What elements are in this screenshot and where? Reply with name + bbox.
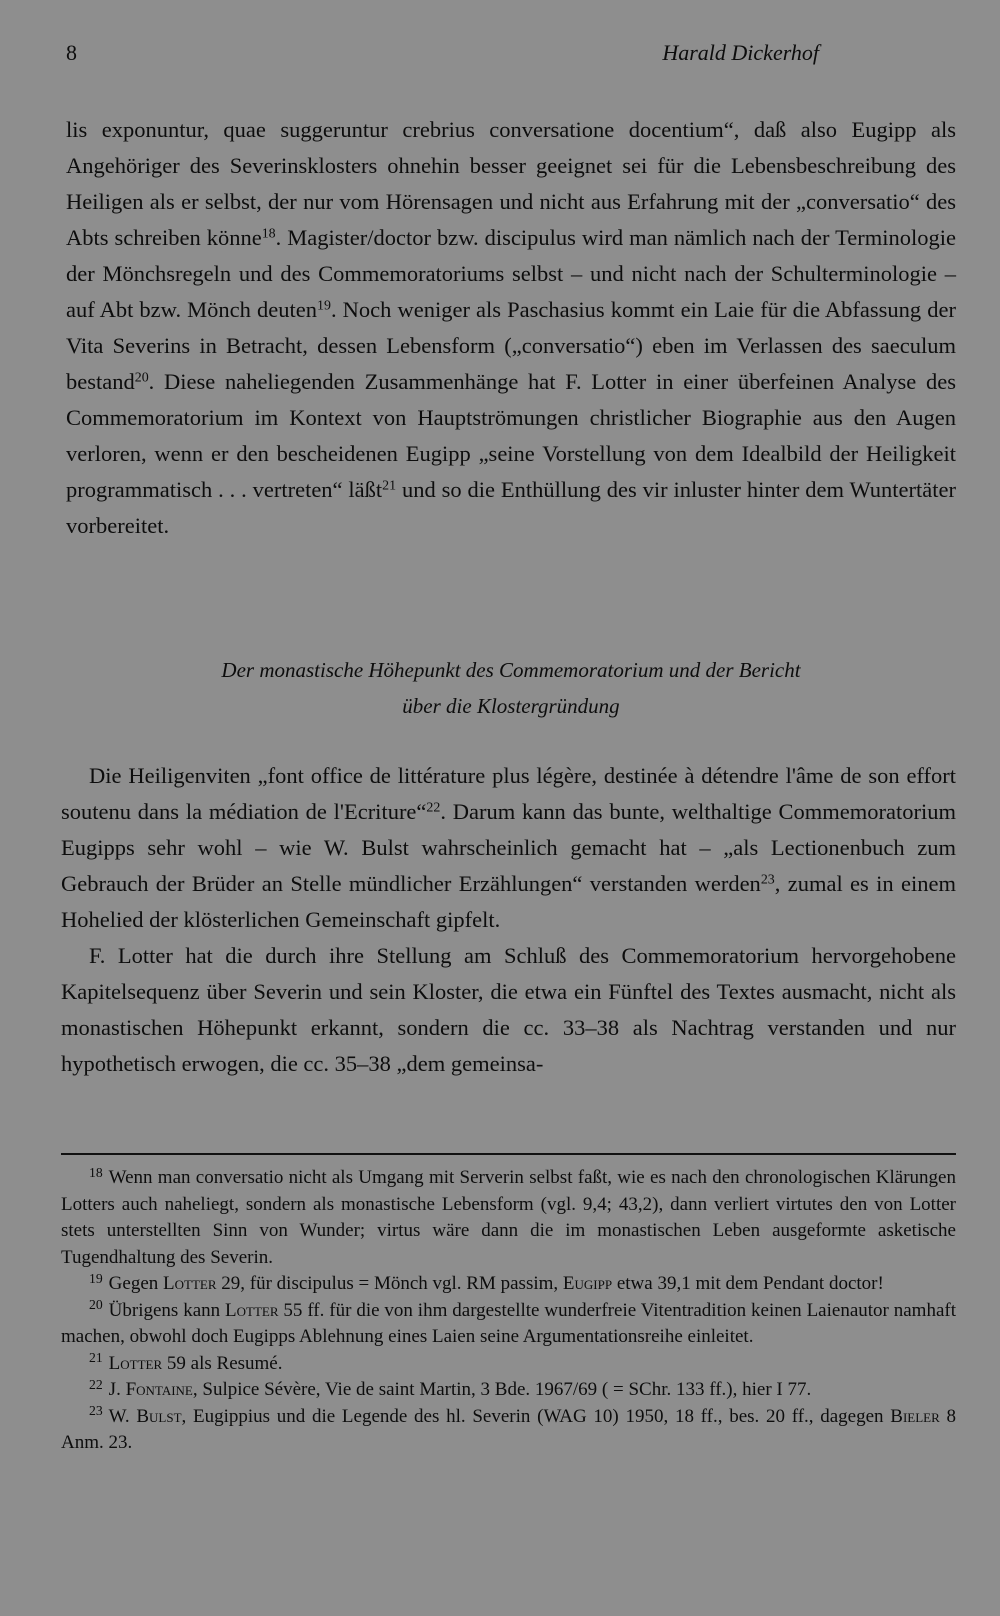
footnote-text: 29, für discipulus = Mönch vgl. RM passim, <box>216 1273 563 1294</box>
running-head-author: Harald Dickerhof <box>662 40 819 65</box>
footnote-ref-18: 18 <box>261 226 276 242</box>
footnote-text: 8 Anm. 23. <box>61 1405 957 1453</box>
footnote-text: 55 ff. für die von ihm dargestellte wunderfreie Vitentradition keinen Laienautor namhaft machen, obwohl doch Eugipps Ablehnung eines Laien seine Argumentationsreihe einleitet. <box>61 1299 957 1347</box>
author-name: Lotter <box>108 1352 163 1374</box>
footnote-ref-22: 22 <box>426 800 441 816</box>
footnote-text: , Sulpice Sévère, Vie de saint Martin, 3 Bde. 1967/69 ( = SChr. 133 ff.), hier I 77. <box>192 1379 812 1400</box>
footnote-number: 23 <box>89 1403 103 1419</box>
text-run: Die Heiligenviten „font office de littérature plus légère, destinée à détendre l'âme de son effort soutenu dans la médiation de l'Ecriture“ <box>61 763 956 824</box>
text-run: . Noch weniger als Paschasius kommt ein Laie für die Abfassung der Vita Severins in Betracht, dessen Lebensform („conversatio“) eben im Verlassen des saeculum bestand <box>66 297 956 394</box>
author-name: Fontaine <box>125 1379 193 1400</box>
section-heading-line-2: über die Klostergründung <box>402 694 620 718</box>
body-text-block-2 <box>61 758 956 1082</box>
footnote-text: J. <box>108 1379 126 1400</box>
footnote-23 <box>61 1404 956 1457</box>
author-name: Eugipp <box>562 1273 613 1294</box>
text-run: , zumal es in einem Hohelied der klösterlichen Gemeinschaft gipfelt. <box>61 871 956 932</box>
footnote-text: , Eugippius und die Legende des hl. Severin (WAG 10) 1950, 18 ff., bes. 20 ff., dagegen <box>181 1405 891 1427</box>
text-run: und so die Enthüllung des vir inluster hinter dem Wuntertäter vorbereitet. <box>66 477 956 538</box>
paragraph: F. Lotter hat die durch ihre Stellung am Schluß des Commemoratorium hervorgehobene Kapitelsequenz über Severin und sein Kloster, die etwa ein Fünftel des Textes ausmacht, nicht als monastischen Höhepunkt erkannt, sondern die cc. 33–38 als Nachtrag verstanden und nur hypothetisch erwogen, die cc. 35–38 „dem gemeinsa- <box>61 943 956 1076</box>
paragraph <box>61 758 956 938</box>
footnote-ref-20: 20 <box>134 370 149 386</box>
footnote-text: Übrigens kann <box>108 1299 226 1321</box>
footnotes <box>61 1165 956 1457</box>
body-text-block-1 <box>66 112 956 544</box>
footnote-number: 20 <box>89 1297 103 1313</box>
footnote-number: 19 <box>89 1270 103 1286</box>
footnote-22 <box>61 1377 956 1404</box>
footnote-text: 59 als Resumé. <box>162 1352 283 1374</box>
author-name: Bieler <box>890 1405 940 1427</box>
text-run: . Magister/doctor bzw. discipulus wird man nämlich nach der Terminologie der Mönchsregeln und des Commemoratoriums selbst – und nicht nach der Schulterminologie – auf Abt bzw. Mönch deuten <box>66 225 957 322</box>
paragraph <box>66 112 956 544</box>
footnote-separator <box>61 1153 956 1155</box>
footnote-text: etwa 39,1 mit dem Pendant doctor! <box>612 1273 884 1294</box>
footnote-text: Gegen <box>108 1273 164 1294</box>
footnote-18 <box>61 1165 956 1271</box>
section-heading <box>66 652 956 724</box>
text-run: lis exponuntur, quae suggeruntur crebrius conversatione docentium“, daß also Eugipp als Angehöriger des Severinsklosters ohnehin besser geeignet sei für die Lebensbeschreibung des Heiligen als er selbst, der nur vom Hörensagen und nicht aus Erfahrung mit der „conversatio“ des Abts schreiben könne <box>66 117 956 250</box>
footnote-21 <box>61 1351 956 1378</box>
footnote-ref-19: 19 <box>317 298 331 314</box>
text-run: . Darum kann das bunte, welthaltige Commemoratorium Eugipps sehr wohl – wie W. Bulst wahrscheinlich gemacht hat – „als Lectionenbuch zum Gebrauch der Brüder an Stelle mündlicher Erzählungen“ verstanden werden <box>61 799 956 896</box>
footnote-19 <box>61 1271 956 1298</box>
author-name: Lotter <box>163 1273 217 1294</box>
footnote-number: 18 <box>89 1164 103 1180</box>
footnote-text: W. <box>108 1405 137 1427</box>
text-run: . Diese naheliegenden Zusammenhänge hat F. Lotter in einer überfeinen Analyse des Commemoratorium im Kontext von Hauptströmungen christlicher Biographie aus den Augen verloren, wenn er den bescheidenen Eugipp „seine Vorstellung von dem Idealbild der Heiligkeit programmatisch . . . vertreten“ läßt <box>66 369 956 502</box>
page-number: 8 <box>66 40 77 65</box>
page-header <box>66 40 934 76</box>
author-name: Bulst <box>136 1405 182 1427</box>
footnote-ref-21: 21 <box>382 478 397 494</box>
footnote-ref-23: 23 <box>760 872 775 888</box>
author-name: Lotter <box>225 1299 279 1321</box>
footnote-text: Wenn man conversatio nicht als Umgang mit Serverin selbst faßt, wie es nach den chronologischen Klärungen Lotters auch naheliegt, sondern als monastische Lebensform (vgl. 9,4; 43,2), dann verliert virtutes den von Lotter stets unterstellten Sinn von Wunder; virtus wäre dann die im monastischen Leben ausgeformte asketische Tugendhaltung des Severin. <box>61 1167 956 1268</box>
footnote-number: 22 <box>89 1376 103 1392</box>
footnote-number: 21 <box>89 1350 103 1366</box>
footnote-20 <box>61 1298 956 1351</box>
section-heading-line-1: Der monastische Höhepunkt des Commemoratorium und der Bericht <box>221 658 801 682</box>
